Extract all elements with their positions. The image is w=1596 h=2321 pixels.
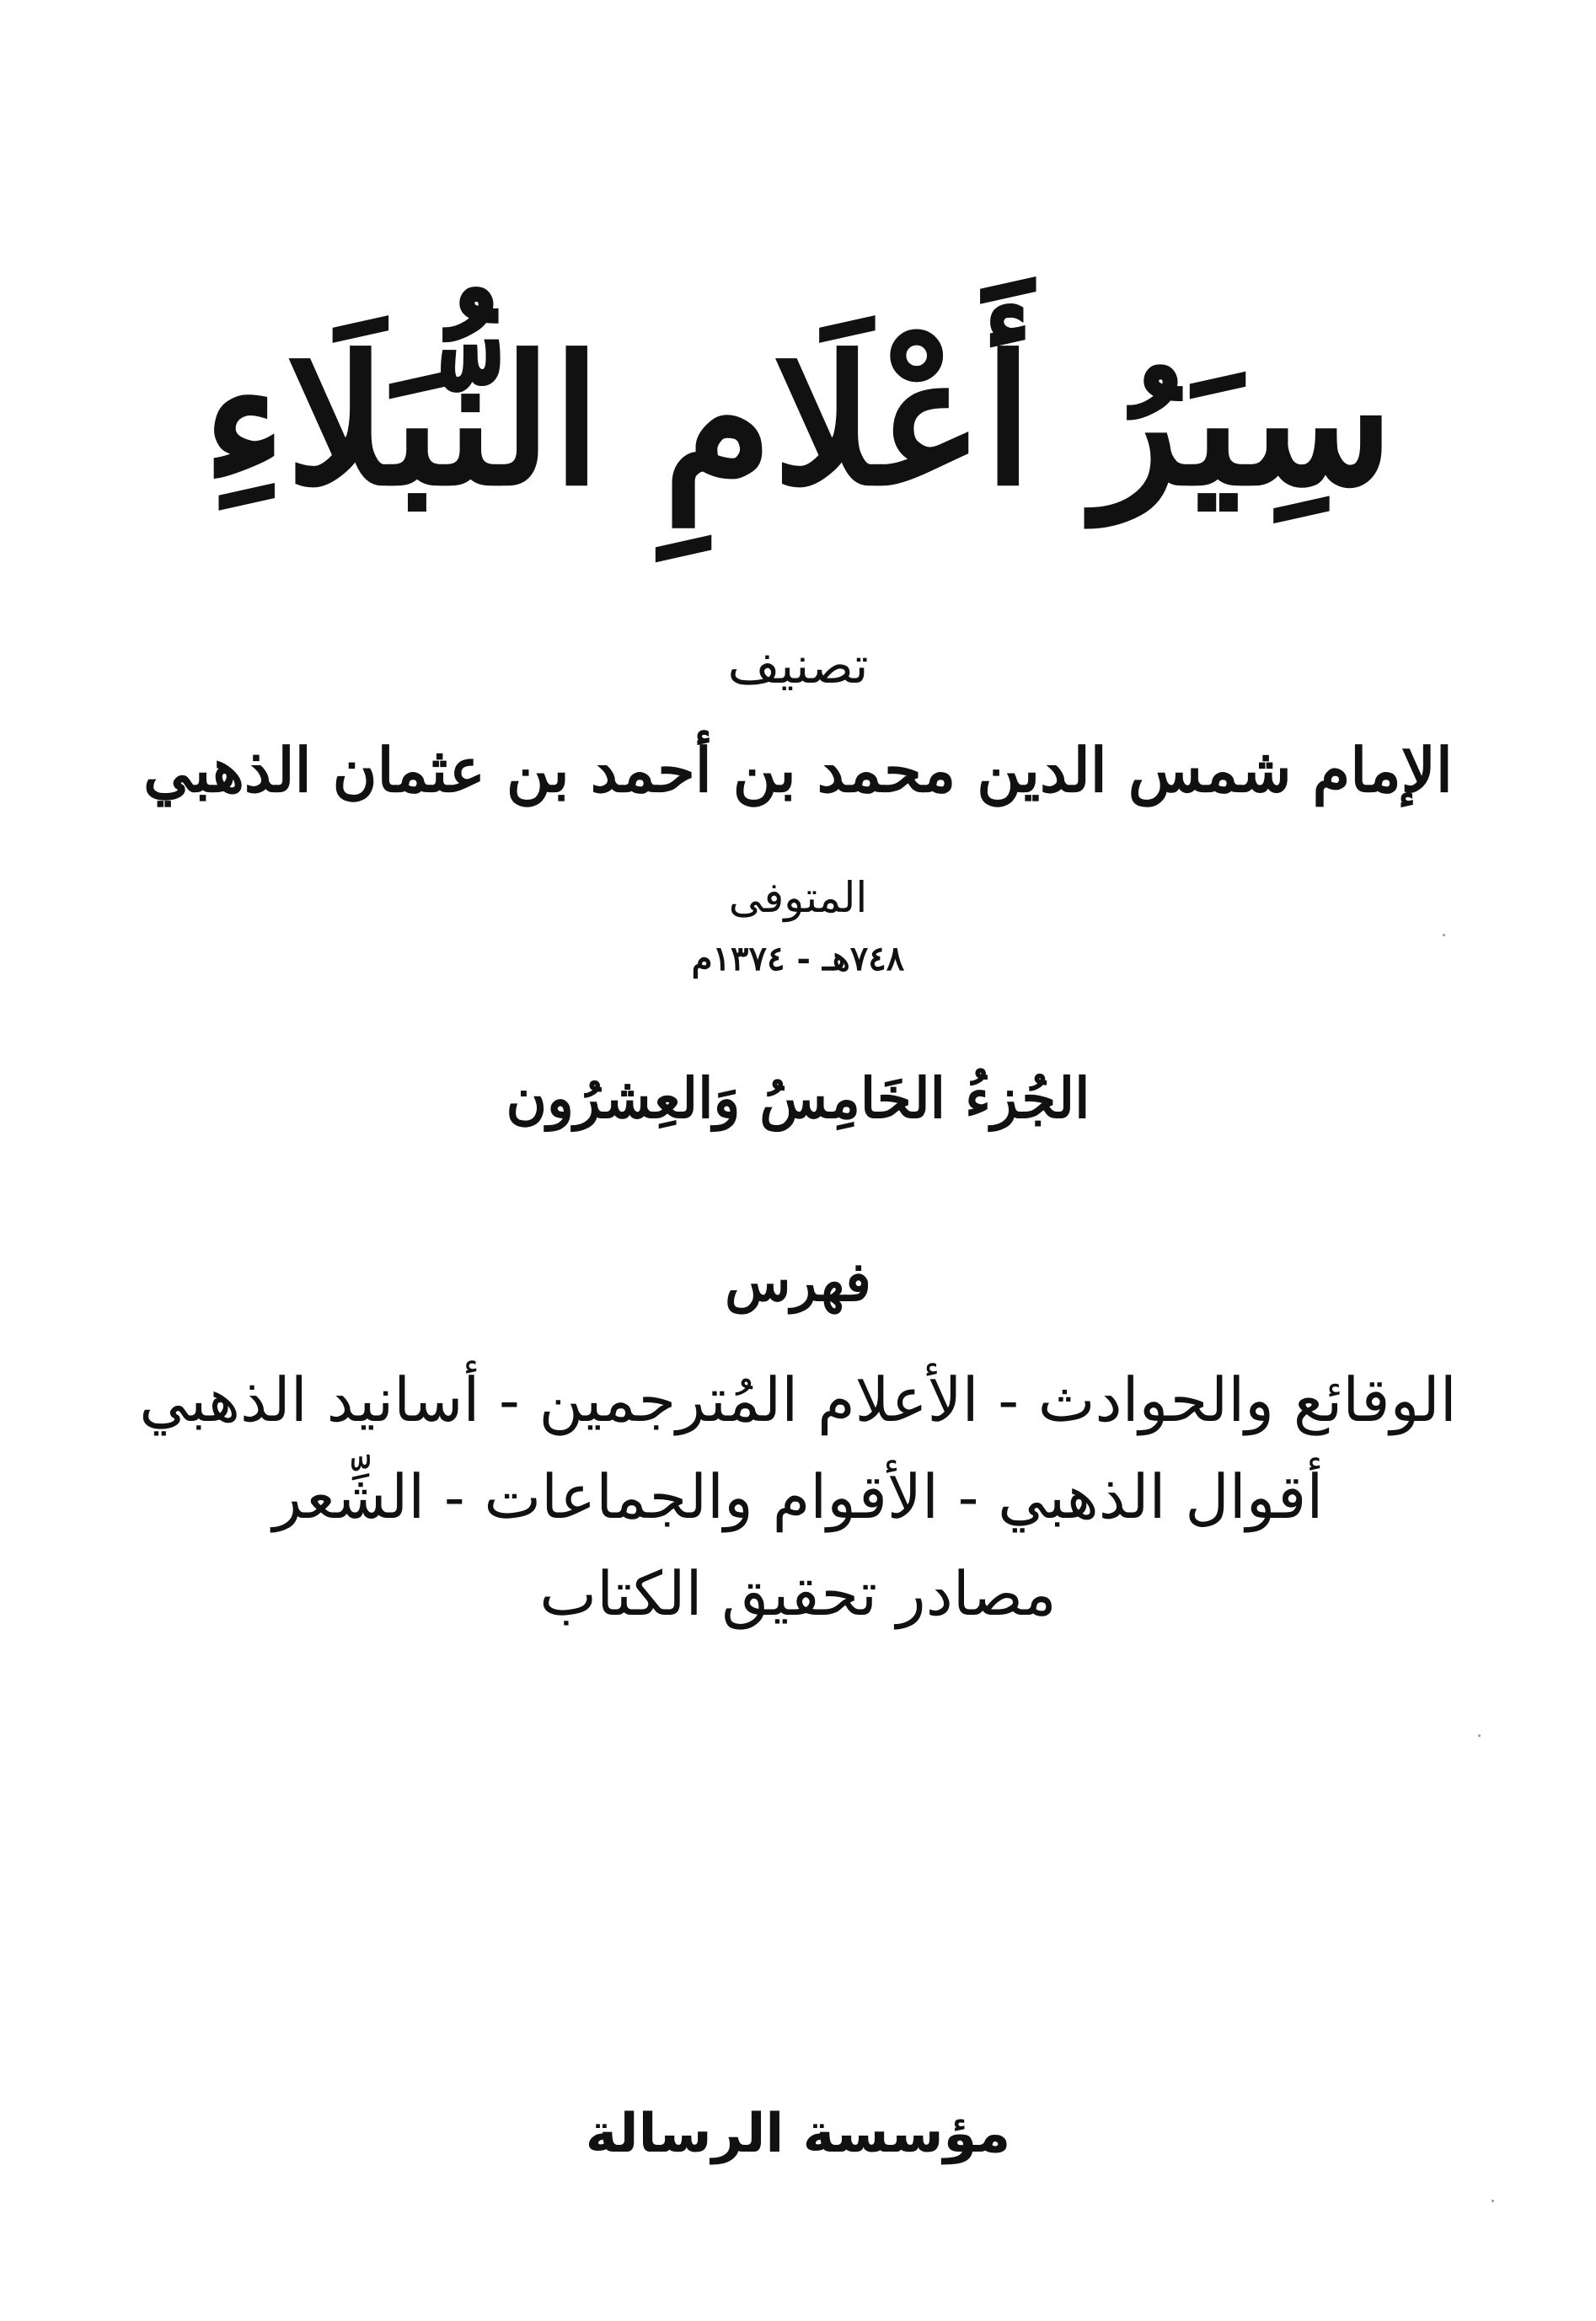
index-heading: فهرس	[725, 1251, 871, 1314]
died-label: المتوفى	[728, 873, 868, 922]
author-name: الإمام شمس الدين محمد بن أحمد بن عثمان الذهبي	[143, 734, 1453, 806]
death-date: ٧٤٨هـ - ١٣٧٤م	[691, 939, 905, 978]
index-line: مصادر تحقيق الكتاب	[539, 1558, 1057, 1629]
book-title: سِيَرُ أَعْلَامِ النُّبَلَاءِ	[202, 317, 1394, 525]
index-line: أقوال الذهبي - الأقوام والجماعات - الشِّعر	[272, 1461, 1324, 1532]
scan-speck	[1443, 934, 1445, 936]
volume-number: الجُزءُ الخَامِسُ وَالعِشرُون	[506, 1065, 1090, 1131]
scan-speck	[1478, 1734, 1481, 1737]
scan-speck	[1492, 2200, 1494, 2202]
publisher-name: مؤسسة الرسالة	[585, 2103, 1011, 2165]
compiled-by-label: تصنيف	[727, 636, 869, 695]
index-line: الوقائع والحوادث - الأعلام المُترجمين - أسانيد الذهبي	[139, 1364, 1457, 1435]
